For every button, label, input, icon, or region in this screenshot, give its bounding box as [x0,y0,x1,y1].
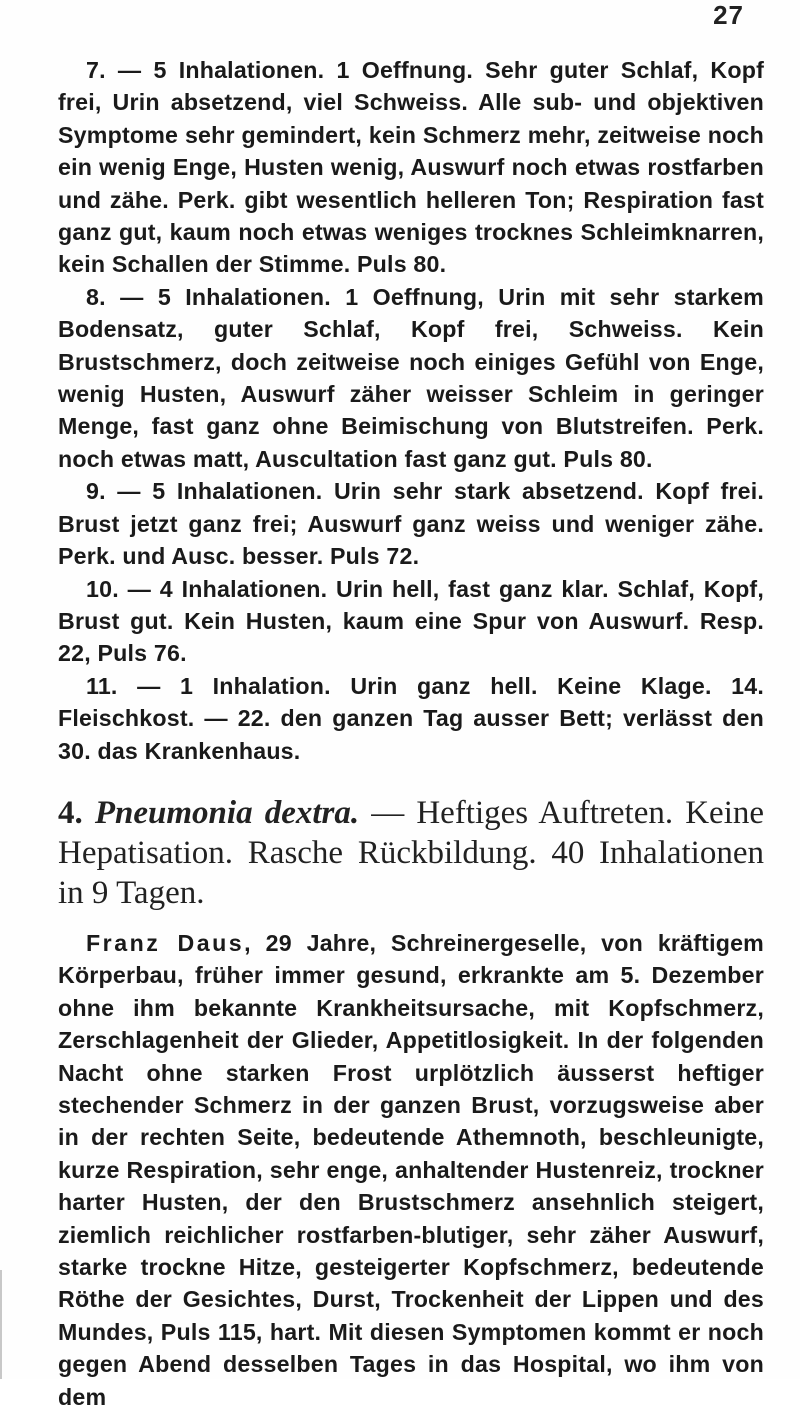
section-number: 4. [58,794,83,831]
case-description [58,927,764,1413]
paragraph-day-7: 7. — 5 Inhalationen. 1 Oeffnung. Sehr guter Schlaf, Kopf frei, Urin absetzend, viel Schweiss. Alle sub- und objektiven Symptome sehr gemindert, kein Schmerz mehr, zeitweise noch ein wenig Enge, Husten wenig, Auswurf noch etwas rostfarben und zähe. Perk. gibt wesentlich helleren Ton; Respiration fast ganz gut, kaum noch etwas weniges trocknes Schleimknarren, kein Schallen der Stimme. Puls 80. [58,57,764,278]
paragraph-day-8: 8. — 5 Inhalationen. 1 Oeffnung, Urin mit sehr starkem Bodensatz, guter Schlaf, Kopf frei, Schweiss. Kein Brustschmerz, doch zeitweise noch einiges Gefühl von Enge, wenig Husten, Auswurf zäher weisser Schleim in geringer Menge, fast ganz ohne Beimischung von Blutstreifen. Perk. noch etwas matt, Auscultation fast ganz gut. Puls 80. [58,283,764,472]
margin-line [0,1270,2,1379]
paragraph-day-10: 10. — 4 Inhalationen. Urin hell, fast ganz klar. Schlaf, Kopf, Brust gut. Kein Husten, kaum eine Spur von Auswurf. Resp. 22, Puls 76. [58,575,764,667]
case-body: , 29 Jahre, Schreinergeselle, von kräftigem Körperbau, früher immer gesund, erkrankte am 5. Dezember ohne ihm bekannte Krankheitsursache, mit Kopfschmerz, Zerschlagenheit der Glieder, Appetitlosigkeit. In der folgenden Nacht ohne starken Frost urplötzlich äusserst heftiger stechender Schmerz in der ganzen Brust, vorzugsweise aber in der rechten Seite, bedeutende Athemnoth, beschleunigte, kurze Respiration, sehr enge, anhaltender Hustenreiz, trockner harter Husten, der den Brustschmerz ansehnlich steigert, ziemlich reichlicher rostfarben-blutiger, sehr zäher Auswurf, starke trockne Hitze, gesteigerter Kopfschmerz, bedeutende Röthe der Gesichtes, Durst, Trockenheit der Lippen und des Mundes, Puls 115, hart. Mit diesen Symptomen kommt er noch gegen Abend desselben Tages in das Hospital, wo ihm von dem [58,929,764,1410]
text-block [58,54,764,1413]
section-title-rest: — Heftiges Auftreten. Keine Hepatisation. Rasche Rückbildung. 40 Inhalationen in 9 Tagen. [58,794,765,911]
page-number: 27 [713,0,744,30]
patient-name: Franz Daus [86,929,245,956]
section-title-italic: Pneumonia dextra. [94,794,360,831]
section-heading [58,793,764,913]
paragraph-day-9: 9. — 5 Inhalationen. Urin sehr stark absetzend. Kopf frei. Brust jetzt ganz frei; Auswurf ganz weiss und weniger zähe. Perk. und Ausc. besser. Puls 72. [58,478,764,570]
paragraph-day-11: 11. — 1 Inhalation. Urin ganz hell. Keine Klage. 14. Fleischkost. — 22. den ganzen Tag ausser Bett; verlässt den 30. das Krankenhaus. [58,672,764,764]
